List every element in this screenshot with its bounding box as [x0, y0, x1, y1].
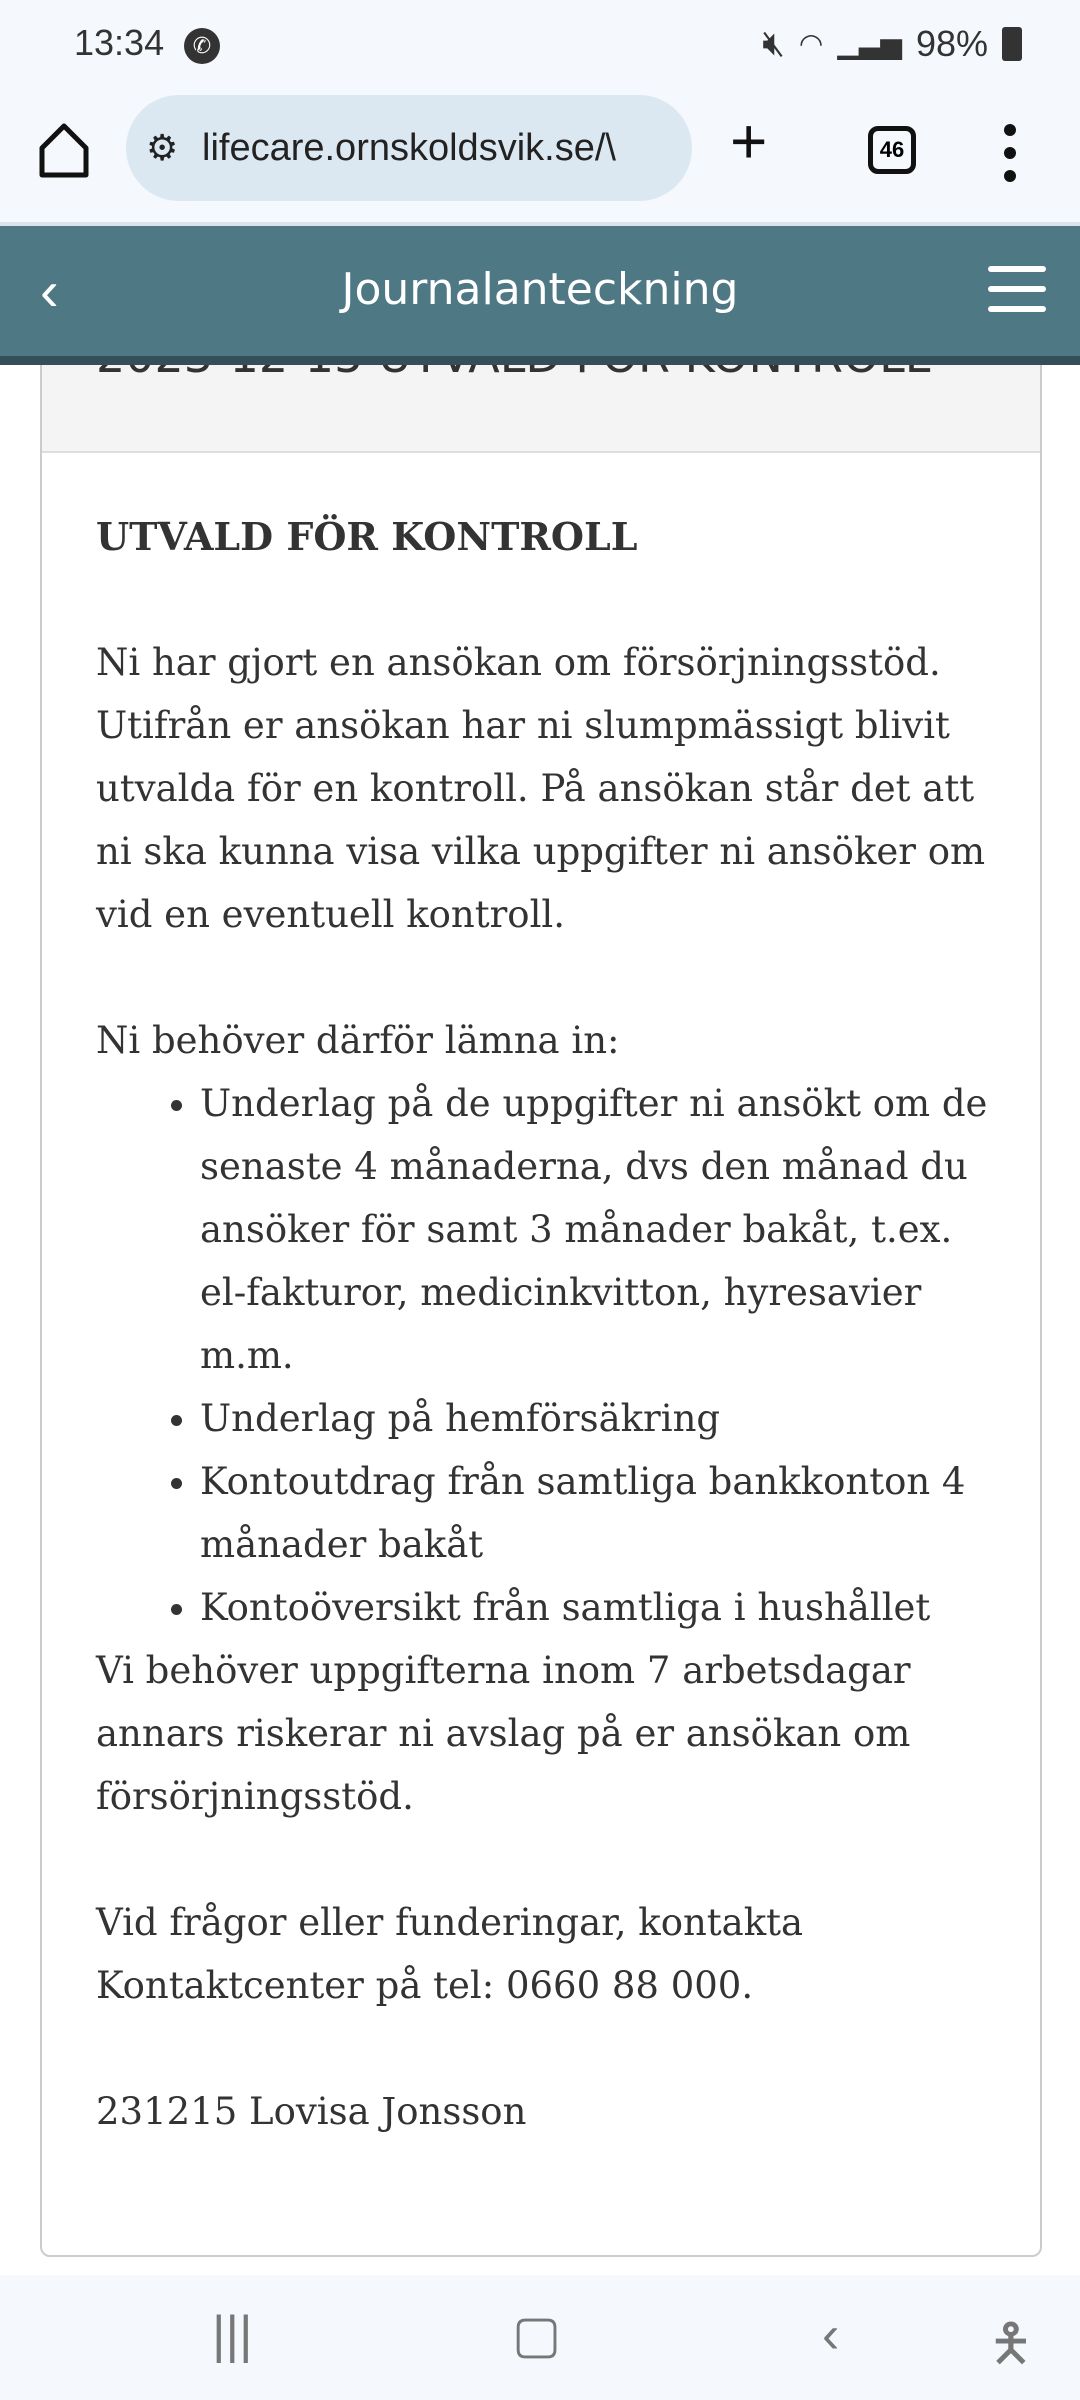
page-content: [0, 365, 1080, 2275]
list-item: • Underlag på de uppgifter ni ansökt om de senaste 4 månaderna, dvs den månad du ansöker för samt 3 månader bakåt, t.ex. el-fakturor, medicinkvitton, hyresavier m.m.: [200, 1072, 1000, 1387]
browser-toolbar: [0, 90, 1080, 222]
requirements-list: [96, 1072, 1000, 1639]
more-menu-icon[interactable]: [1004, 124, 1016, 193]
recents-icon[interactable]: |||: [212, 2306, 253, 2364]
paragraph-deadline: Vi behöver uppgifterna inom 7 arbetsdagar annars riskerar ni avslag på er ansökan om försörjningsstöd.: [96, 1649, 911, 1818]
accessibility-icon[interactable]: 🯅: [988, 2315, 1034, 2373]
note-heading: UTVALD FÖR KONTROLL: [96, 514, 638, 559]
page-title: Journalanteckning: [341, 264, 739, 315]
paragraph-intro: Ni har gjort en ansökan om försörjningsstöd. Utifrån er ansökan har ni slumpmässigt blivit utvalda för en kontroll. På ansökan står det att ni ska kunna visa vilka uppgifter ni ansöker om vid en eventuell kontroll.: [96, 641, 986, 936]
battery-percent: 98%: [915, 22, 988, 64]
app-header: [0, 226, 1080, 356]
new-tab-button[interactable]: +: [730, 105, 768, 177]
header-border: [0, 356, 1080, 365]
url-text[interactable]: lifecare.ornskoldsvik.se/\: [202, 126, 616, 169]
hamburger-menu-icon[interactable]: [988, 266, 1046, 326]
call-icon: ✆: [184, 28, 220, 64]
status-bar: [0, 0, 1080, 90]
home-nav-icon[interactable]: ▢: [512, 2306, 562, 2364]
battery-icon: [1002, 27, 1022, 61]
home-icon[interactable]: [36, 120, 92, 180]
list-item: • Kontoöversikt från samtliga i hushållet: [200, 1576, 1000, 1639]
paragraph-contact: Vid frågor eller funderingar, kontakta Kontaktcenter på tel: 0660 88 000.: [96, 1901, 804, 2007]
clock: 13:34: [74, 22, 165, 63]
address-bar[interactable]: [126, 95, 692, 201]
back-icon[interactable]: ‹: [40, 259, 59, 322]
paragraph-requirements: Ni behöver därför lämna in:: [96, 1019, 620, 1062]
journal-card: [40, 345, 1042, 2257]
list-item: • Underlag på hemförsäkring: [200, 1387, 1000, 1450]
mute-icon: 🔇︎: [762, 22, 785, 63]
wifi-icon: ◠: [798, 28, 824, 59]
signal-icon: ▁▃▅: [837, 28, 902, 59]
system-nav-bar: [0, 2275, 1080, 2400]
signature: 231215 Lovisa Jonsson: [96, 2090, 527, 2133]
back-nav-icon[interactable]: ‹: [822, 2306, 840, 2364]
site-settings-icon[interactable]: ⚙: [146, 127, 179, 168]
list-item: • Kontoutdrag från samtliga bankkonton 4 månader bakåt: [200, 1450, 1000, 1576]
card-body: [42, 453, 1040, 2143]
tab-switcher-button[interactable]: 46: [868, 126, 916, 174]
